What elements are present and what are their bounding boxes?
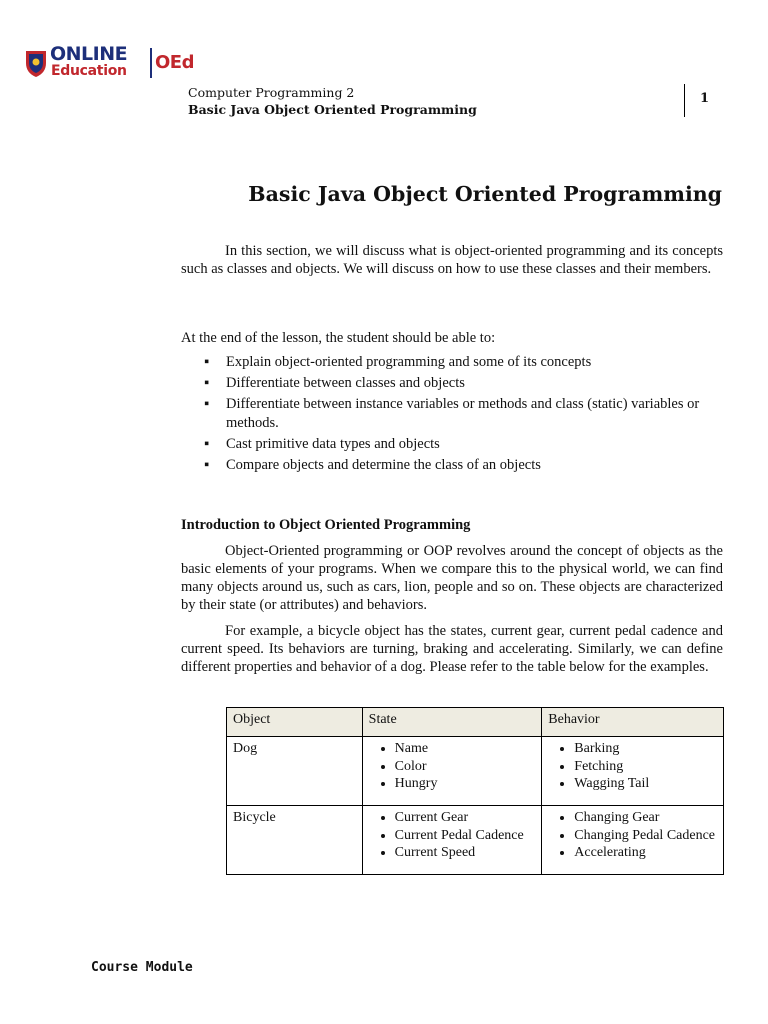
list-item: • Wagging Tail [574, 775, 717, 793]
table-row [227, 806, 724, 875]
list-item: • Changing Pedal Cadence [574, 827, 717, 845]
list-item: • Name [395, 740, 536, 758]
state-cell [362, 737, 542, 806]
list-item: ▪ Compare objects and determine the class of an objects [204, 457, 541, 473]
objectives-list [181, 353, 723, 477]
list-item: • Barking [574, 740, 717, 758]
table-row [227, 737, 724, 806]
behavior-cell [542, 737, 724, 806]
column-header-object: Object [227, 708, 363, 737]
state-list [369, 809, 536, 862]
column-header-behavior: Behavior [542, 708, 724, 737]
logo-online-text: ONLINE [50, 43, 128, 65]
behavior-list [548, 740, 717, 793]
behavior-list [548, 809, 717, 862]
list-item: ▪ Cast primitive data types and objects [204, 436, 440, 452]
square-bullet-icon: ▪ [204, 375, 210, 391]
header-course: Computer Programming 2 [188, 85, 355, 100]
logo-education-text: Education [51, 63, 127, 79]
logo-divider [150, 48, 152, 78]
square-bullet-icon: ▪ [204, 436, 210, 452]
list-item: ▪ Explain object-oriented programming and some of its concepts [204, 354, 592, 370]
square-bullet-icon: ▪ [204, 457, 210, 473]
header-topic: Basic Java Object Oriented Programming [188, 102, 477, 117]
table-header-row [227, 708, 724, 737]
logo-oed-mark: OEd [155, 52, 194, 73]
list-item: • Current Speed [395, 844, 536, 862]
shield-icon [24, 48, 48, 78]
object-cell: Dog [227, 737, 363, 806]
object-cell: Bicycle [227, 806, 363, 875]
square-bullet-icon: ▪ [204, 396, 210, 412]
section-heading: Introduction to Object Oriented Programming [181, 517, 471, 533]
objectives-lead: At the end of the lesson, the student should be able to: [181, 330, 496, 346]
page-number-divider [684, 84, 685, 117]
list-item: • Current Gear [395, 809, 536, 827]
square-bullet-icon: ▪ [204, 354, 210, 370]
list-item: ▪ Differentiate between classes and objects [204, 375, 465, 391]
list-item: • Color [395, 758, 536, 776]
footer-label: Course Module [91, 960, 193, 975]
list-item: • Hungry [395, 775, 536, 793]
state-cell [362, 806, 542, 875]
object-state-behavior-table [226, 707, 724, 875]
section-paragraph-1: Object-Oriented programming or OOP revolves around the concept of objects as the basic elements of your programs. When we compare this to the physical world, we can find many objects around us, such as cars, lion, people and so on. These objects are characterized by their state (or attributes) and behaviors. [181, 543, 723, 613]
section-paragraph-2: For example, a bicycle object has the states, current gear, current pedal cadence and current speed. Its behaviors are turning, braking and accelerating. Similarly, we can define different properties and behavior of a dog. Please refer to the table below for the examples. [181, 623, 723, 675]
column-header-state: State [362, 708, 542, 737]
running-header [188, 84, 477, 118]
behavior-cell [542, 806, 724, 875]
state-list [369, 740, 536, 793]
list-item: • Current Pedal Cadence [395, 827, 536, 845]
intro-paragraph: In this section, we will discuss what is object-oriented programming and its concepts such as classes and objects. We will discuss on how to use these classes and their members. [181, 243, 723, 277]
logo [24, 43, 194, 84]
list-item: • Changing Gear [574, 809, 717, 827]
list-item: • Fetching [574, 758, 717, 776]
page-number: 1 [700, 91, 710, 106]
list-item: ▪ Differentiate between instance variables or methods and class (static) variables or methods. [204, 396, 700, 431]
list-item: • Accelerating [574, 844, 717, 862]
page-title: Basic Java Object Oriented Programming [248, 182, 722, 206]
